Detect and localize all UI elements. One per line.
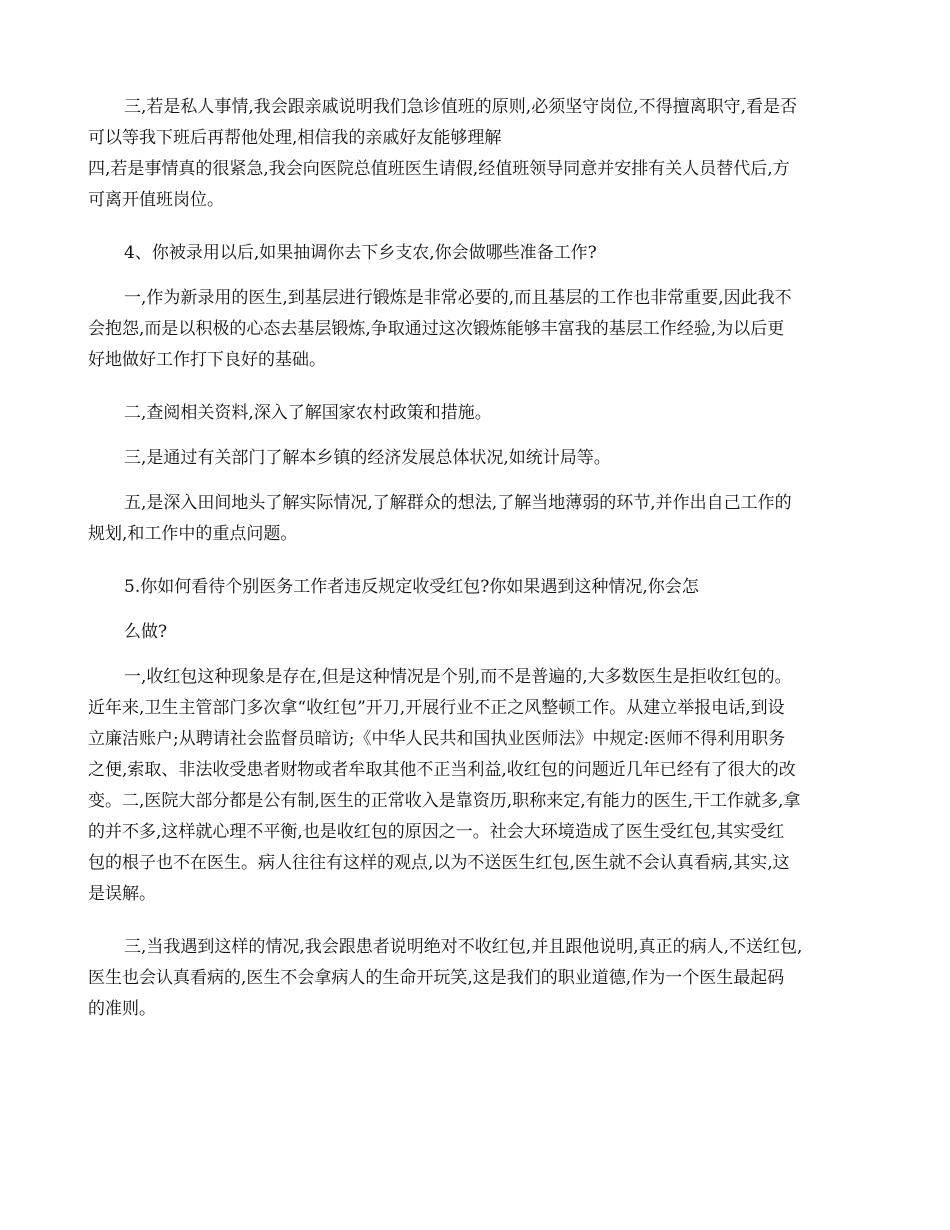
text-line: 可以等我下班后再帮他处理,相信我的亲戚好友能够理解 [88,128,502,148]
text-line: 会抱怨,而是以积极的心态去基层锻炼,争取通过这次锻炼能够丰富我的基层工作经验,为以后更 [88,319,785,339]
text-line: 规划,和工作中的重点问题。 [88,524,298,544]
text-line: 三,是通过有关部门了解本乡镇的经济发展总体状况,如统计局等。 [124,448,611,468]
text-line: 五,是深入田间地头了解实际情况,了解群众的想法,了解当地薄弱的环节,并作出自己工作的 [124,493,792,513]
question-5-heading [88,572,862,603]
text-line: 的并不多,这样就心理不平衡,也是收红包的原因之一。社会大环境造成了医生受红包,其实受红 [88,822,785,842]
question-4-heading [88,238,862,269]
text-line: 可离开值班岗位。 [88,190,224,210]
text-line: 近年来,卫生主管部门多次拿“收红包”开刀,开展行业不正之风整顿工作。从建立举报电话,到设 [88,698,785,718]
text-line: 4、你被录用以后,如果抽调你去下乡支农,你会做哪些准备工作? [124,243,597,263]
text-line: 5.你如何看待个别医务工作者违反规定收受红包?你如果遇到这种情况,你会怎 [124,577,699,597]
text-line: 四,若是事情真的很紧急,我会向医院总值班医生请假,经值班领导同意并安排有关人员替代后,方 [88,159,790,179]
text-line: 立廉洁账户;从聘请社会监督员暗访;《中华人民共和国执业医师法》中规定:医师不得利用职务 [88,729,786,749]
text-line: 医生也会认真看病的,医生不会拿病人的生命开玩笑,这是我们的职业道德,作为一个医生最起码 [88,968,785,988]
answer-5-point-3 [88,932,862,1025]
answer-4-point-1 [88,283,862,376]
answer-4-point-3 [88,443,862,474]
text-line: 之便,索取、非法收受患者财物或者牟取其他不正当利益,收红包的问题近几年已经有了很大的改 [88,760,796,780]
question-5-heading-continued [88,617,862,648]
answer-4-point-2 [88,398,862,429]
text-line: 三,若是私人事情,我会跟亲戚说明我们急诊值班的原则,必须坚守岗位,不得擅离职守,看是否 [124,97,798,117]
text-line: 三,当我遇到这样的情况,我会跟患者说明绝对不收红包,并且跟他说明,真正的病人,不送红包, [124,937,803,957]
text-line: 是误解。 [88,884,156,904]
paragraph-urgent-matters [88,154,862,216]
text-line: 包的根子也不在医生。病人往往有这样的观点,以为不送医生红包,医生就不会认真看病,其实,这 [88,853,790,873]
text-line: 么做? [124,622,168,642]
text-line: 变。二,医院大部分都是公有制,医生的正常收入是靠资历,职称来定,有能力的医生,干工作就多,拿 [88,791,801,811]
text-line: 二,查阅相关资料,深入了解国家农村政策和措施。 [124,403,492,423]
text-line: 一,作为新录用的医生,到基层进行锻炼是非常必要的,而且基层的工作也非常重要,因此我不 [124,288,792,308]
paragraph-private-matters [88,92,862,154]
answer-4-point-5 [88,488,862,550]
answer-5-point-1 [88,662,862,910]
text-line: 一,收红包这种现象是存在,但是这种情况是个别,而不是普遍的,大多数医生是拒收红包的。 [124,667,792,687]
text-line: 好地做好工作打下良好的基础。 [88,350,326,370]
text-line: 的准则。 [88,999,156,1019]
